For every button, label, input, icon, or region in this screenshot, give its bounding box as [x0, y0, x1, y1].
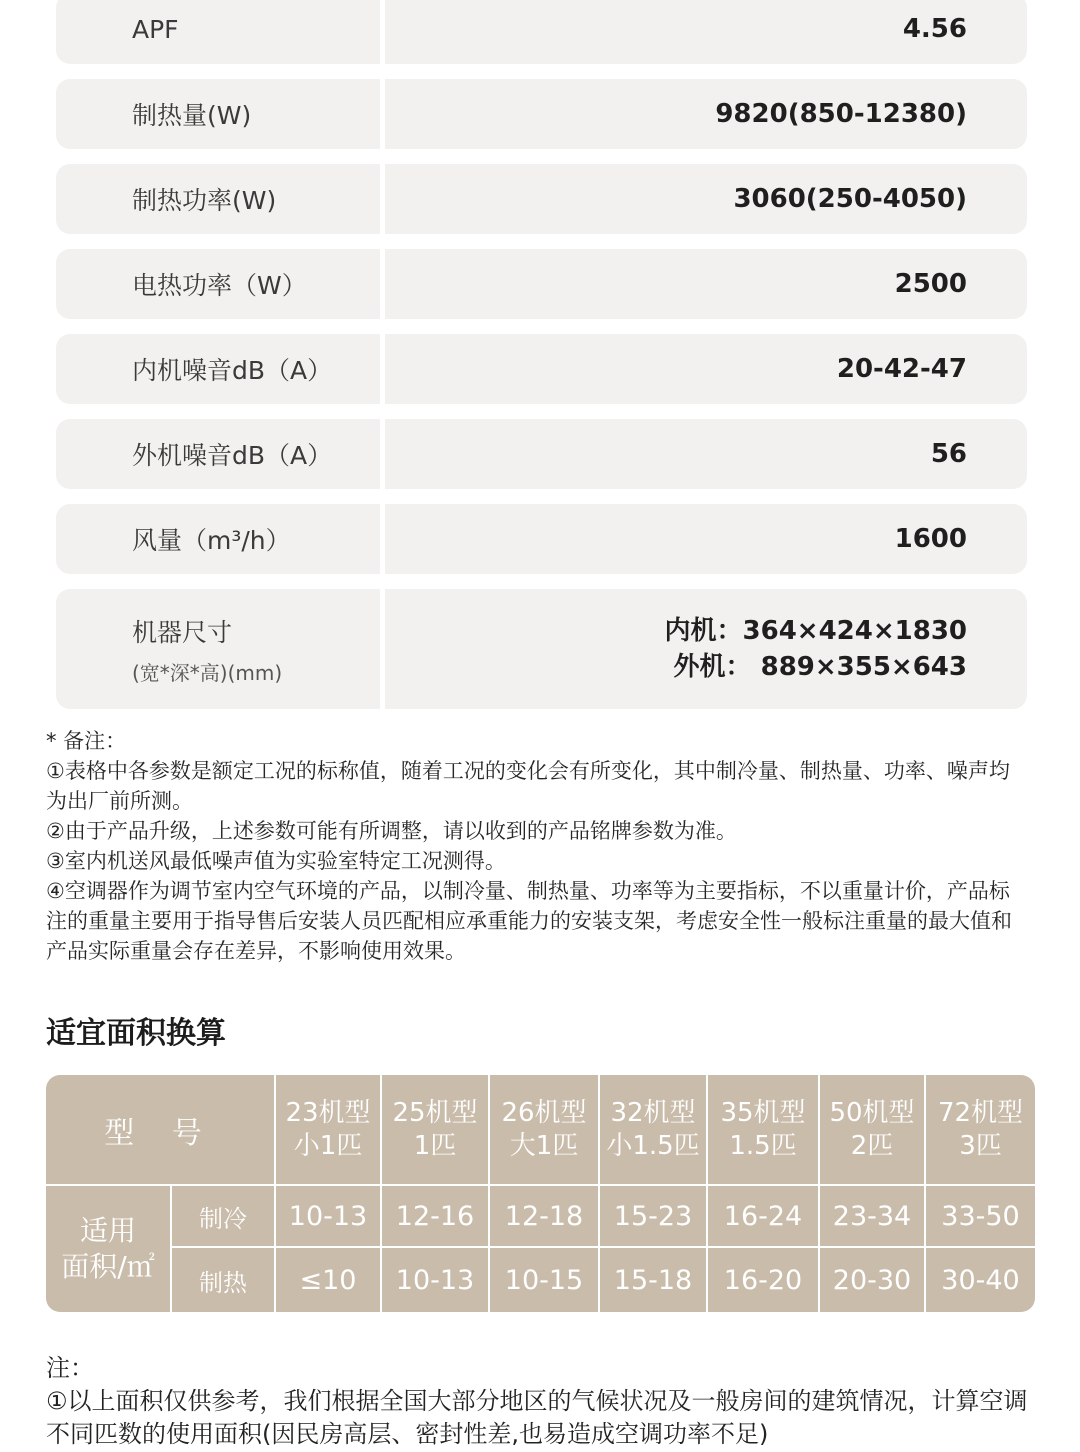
row-divider: [380, 164, 385, 234]
area-value: 16-24: [723, 1200, 803, 1232]
model-header: [708, 1075, 818, 1184]
area-header-line: 面积/㎡: [61, 1250, 155, 1283]
area-table: [46, 1075, 1035, 1312]
remark-item: ①表格中各参数是额定工况的标称值，随着工况的变化会有所变化，其中制冷量、制热量、功率、噪声均为出厂前所测。: [46, 759, 1010, 813]
spec-label-text: APF: [132, 14, 179, 44]
footer-item: ①以上面积仅供参考，我们根据全国大部分地区的气候状况及一般房间的建筑情况，计算空调不同匹数的使用面积(因民房高层、密封性差,也易造成空调功率不足): [46, 1387, 1028, 1448]
spec-label-text: 制热量(W): [132, 101, 252, 130]
model-header: [490, 1075, 598, 1184]
spec-value-text: 20-42-47: [836, 354, 967, 384]
area-value: 10-13: [288, 1200, 368, 1232]
area-value: 20-30: [832, 1264, 912, 1296]
model-hp: 3匹: [959, 1130, 1002, 1161]
model-header: [276, 1075, 380, 1184]
model-hp: 小1.5匹: [606, 1130, 700, 1161]
spec-label: [132, 79, 251, 149]
row-divider: [380, 0, 385, 64]
model-header: [382, 1075, 488, 1184]
area-value: 15-23: [613, 1200, 693, 1232]
spec-row-indoor-noise: [56, 334, 1027, 404]
spec-label-text: 电热功率（W）: [132, 271, 307, 300]
area-value: 10-15: [504, 1264, 584, 1296]
spec-sublabel: (宽*深*高)(mm): [132, 660, 283, 685]
area-header: [46, 1186, 170, 1312]
spec-label: [132, 164, 276, 234]
model-hp: 大1匹: [509, 1130, 579, 1161]
remarks: [46, 726, 1021, 966]
area-value: 12-16: [395, 1200, 475, 1232]
footer-note: [46, 1352, 1036, 1451]
spec-label: [132, 589, 282, 709]
model-name: 32机型: [610, 1097, 696, 1128]
model-name: 50机型: [829, 1097, 915, 1128]
spec-label: [132, 504, 291, 574]
spec-label-text: 外机噪音dB（A）: [132, 441, 333, 470]
spec-value-text: 9820(850-12380): [715, 99, 967, 129]
area-value: 30-40: [941, 1264, 1020, 1296]
area-value: 15-18: [613, 1264, 693, 1296]
heating-label: 制热: [199, 1268, 247, 1297]
remark-item: ②由于产品升级，上述参数可能有所调整，请以收到的产品铭牌参数为准。: [46, 819, 737, 843]
spec-row-heating-capacity: [56, 79, 1027, 149]
spec-value-text: 56: [930, 439, 967, 469]
model-hp: 1.5匹: [729, 1130, 797, 1161]
row-divider: [380, 334, 385, 404]
spec-row-apf: [56, 0, 1027, 64]
spec-row-airflow: [56, 504, 1027, 574]
spec-row-heating-power: [56, 164, 1027, 234]
area-header-line: 适用: [79, 1214, 136, 1247]
spec-value: [715, 79, 967, 149]
spec-label: [132, 419, 332, 489]
model-name: 23机型: [285, 1097, 371, 1128]
area-value: 12-18: [504, 1200, 584, 1232]
model-header: [926, 1075, 1035, 1184]
spec-value: [903, 0, 967, 64]
area-value: ≤10: [299, 1264, 357, 1296]
model-name: 35机型: [720, 1097, 806, 1128]
model-hp: 1匹: [413, 1130, 457, 1161]
spec-value-text: 4.56: [902, 14, 967, 44]
model-header: [820, 1075, 924, 1184]
spec-row-electric-heating-power: [56, 249, 1027, 319]
model-name: 72机型: [937, 1097, 1024, 1128]
spec-value: [837, 334, 967, 404]
area-value: 33-50: [941, 1200, 1020, 1232]
spec-label-text: 风量（m³/h）: [132, 526, 291, 555]
spec-value: [733, 164, 967, 234]
model-hp: 小1匹: [293, 1130, 363, 1161]
spec-value: [931, 419, 967, 489]
spec-label-text: 机器尺寸: [132, 617, 233, 647]
row-divider: [380, 589, 385, 709]
row-divider: [380, 249, 385, 319]
type-header: 型 号: [104, 1115, 216, 1151]
spec-row-outdoor-noise: [56, 419, 1027, 489]
row-divider: [380, 79, 385, 149]
remark-item: ③室内机送风最低噪声值为实验室特定工况测得。: [46, 849, 506, 873]
model-name: 26机型: [501, 1097, 587, 1128]
spec-label: [132, 334, 332, 404]
indoor-dimension: 内机：364×424×1830: [664, 616, 967, 646]
spec-label: [132, 249, 307, 319]
spec-value-text: 3060(250-4050): [733, 184, 967, 214]
remarks-title: * 备注：: [46, 729, 127, 753]
spec-value-text: 2500: [894, 269, 967, 299]
row-divider: [380, 419, 385, 489]
cooling-label: 制冷: [199, 1204, 247, 1233]
spec-value: [895, 249, 967, 319]
spec-label-text: 制热功率(W): [132, 186, 277, 215]
spec-value: [895, 504, 967, 574]
model-name: 25机型: [392, 1097, 478, 1128]
footer-title: 注：: [46, 1354, 94, 1382]
area-value: 23-34: [832, 1200, 912, 1232]
row-divider: [380, 504, 385, 574]
spec-row-dimensions: [56, 589, 1027, 709]
model-hp: 2匹: [850, 1130, 894, 1161]
spec-label-text: 内机噪音dB（A）: [132, 356, 333, 385]
area-value: 16-20: [723, 1264, 803, 1296]
spec-label: [132, 0, 179, 64]
spec-value: [665, 589, 967, 709]
area-value: 10-13: [395, 1264, 475, 1296]
spec-value-text: 1600: [894, 524, 967, 554]
remark-item: ④空调器作为调节室内空气环境的产品，以制冷量、制热量、功率等为主要指标，不以重量计价，产品标注的重量主要用于指导售后安装人员匹配相应承重能力的安装支架，考虑安全性一般标注重量的最大值和产品实际重量会存在差异，不影响使用效果。: [46, 879, 1012, 963]
model-header: [600, 1075, 706, 1184]
section-title: 适宜面积换算: [46, 1016, 226, 1051]
outdoor-dimension: 外机： 889×355×643: [673, 652, 967, 682]
